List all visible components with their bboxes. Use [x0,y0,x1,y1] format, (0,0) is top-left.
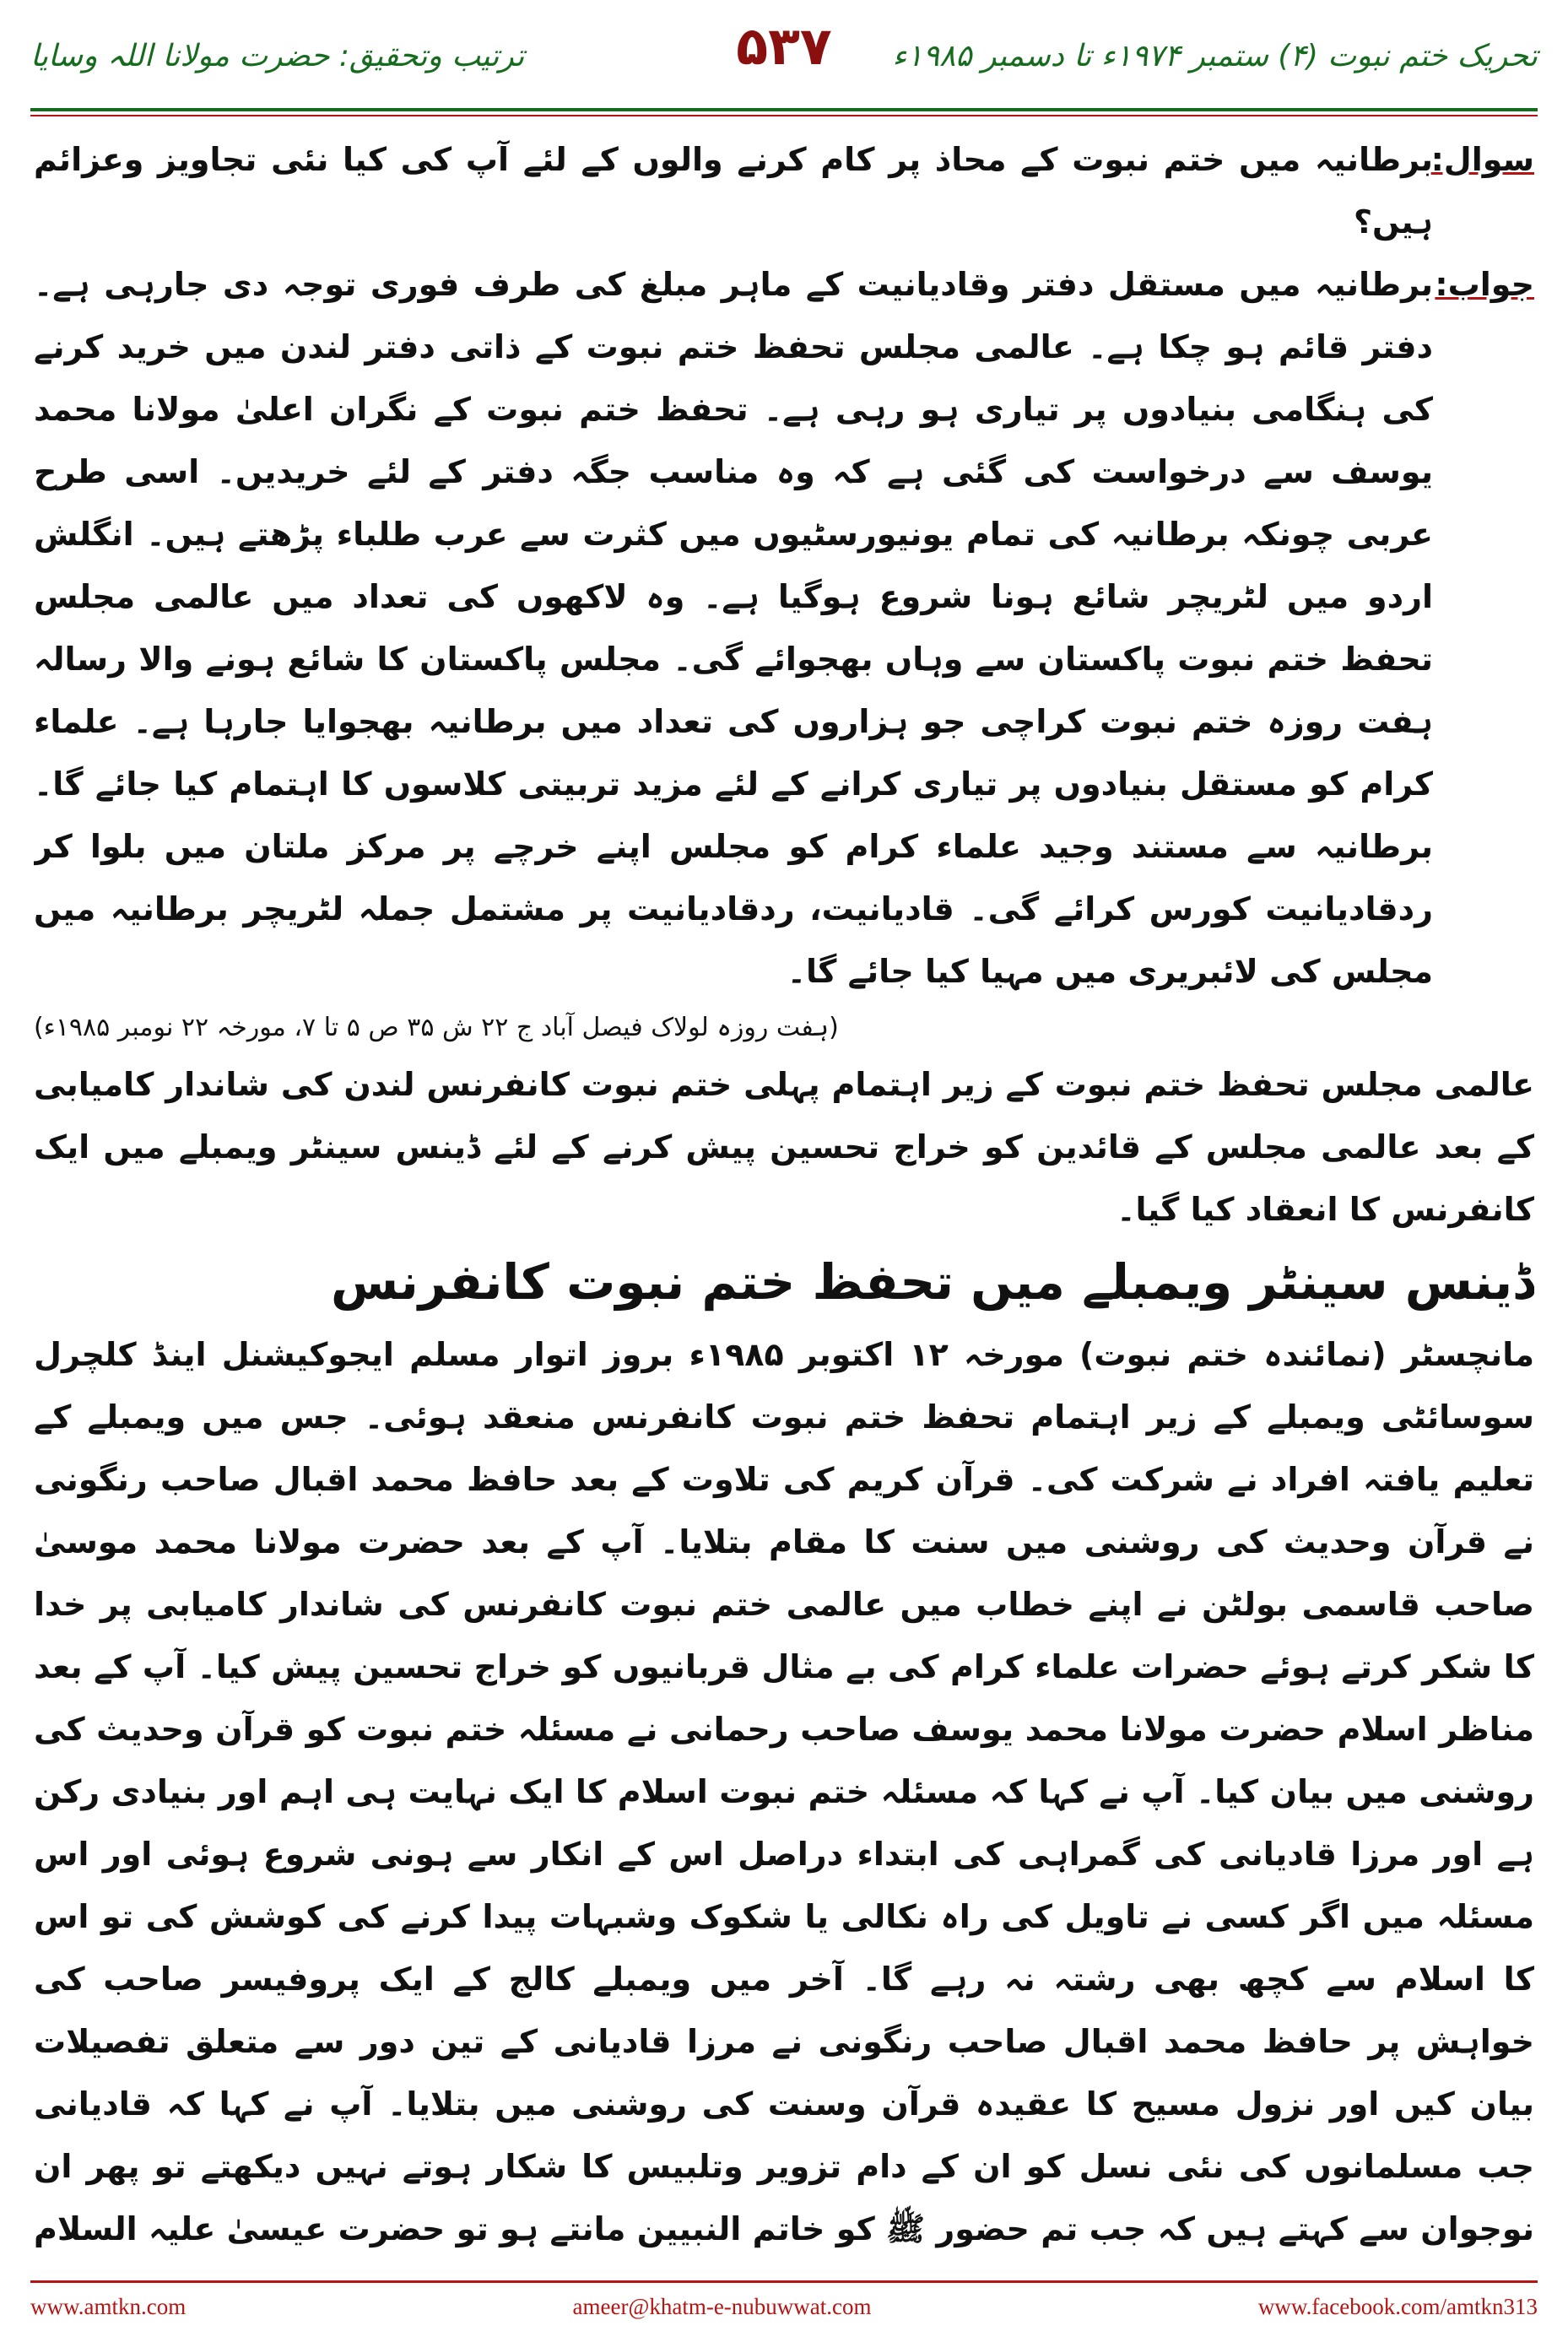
page-header [30,15,1538,108]
email-link[interactable]: ameer@khatm-e-nubuwwat.com [572,2294,872,2319]
question-label: سوال: [1430,141,1534,178]
question-text: برطانیہ میں ختم نبوت کے محاذ پر کام کرنے والوں کے لئے آپ کی کیا نئی تجاویز وعزائم ہیں؟ [34,141,1433,241]
footer-rule [30,2280,1538,2283]
header-rule-red [30,115,1538,116]
page-content [34,128,1534,2255]
book-title: تحریک ختم نبوت (۴) ستمبر ۱۹۷۴ء تا دسمبر ۱۹۸۵ء [892,39,1538,73]
compiler-credit: ترتیب وتحقیق: حضرت مولانا اللہ وسایا [30,39,525,73]
answer-label: جواب: [1435,266,1534,303]
answer-block [34,253,1534,1003]
citation-lolak: (ہفت روزہ لولاک فیصل آباد ج ۲۲ ش ۳۵ ص ۵ تا ۷، مورخہ ۲۲ نومبر ۱۹۸۵ء) [34,1013,839,1042]
page-number: ۵۳۷ [736,15,832,77]
intro-paragraph: عالمی مجلس تحفظ ختم نبوت کے زیر اہتمام پہلی ختم نبوت کانفرنس لندن کی شاندار کامیابی کے بعد عالمی مجلس کے قائدین کو خراج تحسین پیش کرنے کے لئے ڈینس سینٹر ویمبلے میں ایک کانفرنس کا انعقاد کیا گیا۔ [34,1066,1534,1228]
website-link[interactable]: www.amtkn.com [30,2294,187,2319]
answer-text: برطانیہ میں مستقل دفتر وقادیانیت کے ماہر مبلغ کی طرف فوری توجہ دی جارہی ہے۔ دفتر قائم ہو چکا ہے۔ عالمی مجلس تحفظ ختم نبوت کے ذاتی دفتر لندن میں خرید کرنے کی ہنگامی بنیادوں پر تیاری ہو رہی ہے۔ تحفظ ختم نبوت کے نگران اعلیٰ مولانا محمد یوسف سے درخواست کی گئی ہے کہ وہ مناسب جگہ دفتر کے لئے خریدیں۔ اسی طرح عربی چونکہ برطانیہ کی تمام یونیورسٹیوں میں کثرت سے عرب طلباء پڑھتے ہیں۔ انگلش اردو میں لٹریچر شائع ہونا شروع ہوگیا ہے۔ وہ لاکھوں کی تعداد میں عالمی مجلس تحفظ ختم نبوت پاکستان سے وہاں بھجوائے گی۔ مجلس پاکستان کا شائع ہونے والا رسالہ ہفت روزہ ختم نبوت کراچی جو ہزاروں کی تعداد میں برطانیہ بھجوایا جارہا ہے۔ علماء کرام کو مستقل بنیادوں پر تیاری کرانے کے لئے مزید تربیتی کلاسوں کا اہتمام کیا جائے گا۔ برطانیہ سے مستند وجید علماء کرام کو مجلس اپنے خرچے پر مرکز ملتان میں بلوا کر ردقادیانیت کورس کرائے گی۔ قادیانیت، ردقادیانیت پر مشتمل جملہ لٹریچر برطانیہ میں مجلس کی لائبریری میں مہیا کیا جائے گا۔ [34,266,1433,990]
question-block [34,128,1534,253]
header-rule-green [30,108,1538,111]
section-title: ڈینس سینٹر ویمبلے میں تحفظ ختم نبوت کانفرنس [331,1253,1534,1311]
page-footer [30,2294,1538,2328]
conference-report: مانچسٹر (نمائندہ ختم نبوت) مورخہ ۱۲ اکتوبر ۱۹۸۵ء بروز اتوار مسلم ایجوکیشنل اینڈ کلچرل سوسائٹی ویمبلے کے زیر اہتمام تحفظ ختم نبوت کانفرنس منعقد ہوئی۔ جس میں ویمبلے کے تعلیم یافتہ افراد نے شرکت کی۔ قرآن کریم کی تلاوت کے بعد حافظ محمد اقبال صاحب رنگونی نے قرآن وحدیث کی روشنی میں سنت کا مقام بتلایا۔ آپ کے بعد حضرت مولانا محمد موسیٰ صاحب قاسمی بولٹن نے اپنے خطاب میں عالمی ختم نبوت کانفرنس کی شاندار کامیابی پر خدا کا شکر کرتے ہوئے حضرات علماء کرام کی بے مثال قربانیوں کو خراج تحسین پیش کیا۔ آپ کے بعد مناظر اسلام حضرت مولانا محمد یوسف صاحب رحمانی نے مسئلہ ختم نبوت کو قرآن وحدیث کی روشنی میں بیان کیا۔ آپ نے کہا کہ مسئلہ ختم نبوت اسلام کا ایک نہایت ہی اہم اور بنیادی رکن ہے اور مرزا قادیانی کی گمراہی کی ابتداء دراصل اس کے انکار سے ہونی شروع ہوئی اور اس مسئلہ میں اگر کسی نے تاویل کی راہ نکالی یا شکوک وشبہات پیدا کرنے کی کوشش کی تو اس کا اسلام سے کچھ بھی رشتہ نہ رہے گا۔ آخر میں ویمبلے کالج کے ایک پروفیسر صاحب کی خواہش پر حافظ محمد اقبال صاحب رنگونی نے مرزا قادیانی کے تین دور سے متعلق تفصیلات بیان کیں اور نزول مسیح کا عقیدہ قرآن وسنت کی روشنی میں بتلایا۔ آپ نے کہا کہ قادیانی جب مسلمانوں کی نئی نسل کو ان کے دام تزویر وتلبیس کا شکار ہوتے نہیں دیکھتے تو پھر ان نوجوان سے کہتے ہیں کہ جب تم حضور ﷺ کو خاتم النبیین مانتے ہو تو حضرت عیسیٰ علیہ السلام [34,1336,1534,2247]
facebook-link[interactable]: www.facebook.com/amtkn313 [1257,2294,1538,2319]
